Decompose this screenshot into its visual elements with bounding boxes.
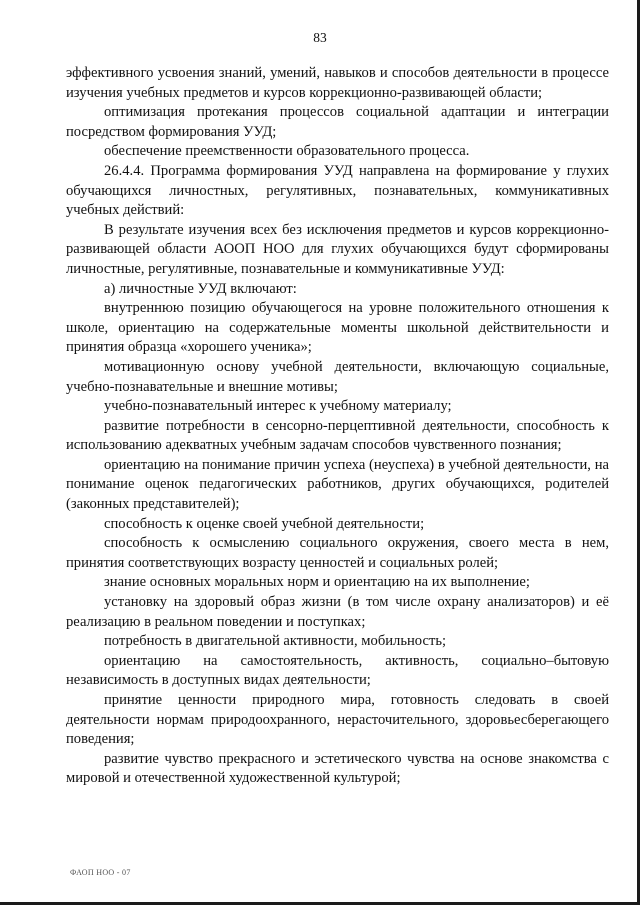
list-item: знание основных моральных норм и ориентацию на их выполнение; [104,574,530,591]
list-item: способность к оценке своей учебной деятельности; [104,515,425,532]
list-item: мотивационную основу учебной деятельности, включающую социальные, учебно-познавательные и внешние мотивы; [66,358,609,395]
body-text [66,64,609,789]
paragraph: В результате изучения всех без исключения предметов и курсов коррекционно-развивающей области АООП НОО для глухих обучающихся будут сформированы личностные, регулятивные, познавательные и коммуникативные УУД: [66,221,609,277]
list-item: установку на здоровый образ жизни (в том числе охрану анализаторов) и её реализацию в реальном поведении и поступках; [66,594,609,630]
list-item: внутреннюю позицию обучающегося на уровне положительного отношения к школе, ориентацию на содержательные моменты школьной действительности и принятия образца «хорошего ученика»; [66,300,609,356]
list-item: развитие потребности в сенсорно-перцептивной деятельности, способность к использованию адекватных учебным задачам способов чувственного познания; [66,417,609,454]
list-item: учебно-познавательный интерес к учебному материалу; [104,398,452,415]
paragraph: 26.4.4. Программа формирования УУД направлена на формирование у глухих обучающихся личностных, регулятивных, познавательных, коммуникативных учебных действий: [66,162,609,219]
list-item: потребность в двигательной активности, мобильность; [104,633,447,650]
list-heading: а) личностные УУД включают: [104,280,297,297]
paragraph: эффективного усвоения знаний, умений, навыков и способов деятельности в процессе изучения учебных предметов и курсов коррекционно-развивающей области; [66,65,609,101]
paragraph: оптимизация протекания процессов социальной адаптации и интеграции посредством формирования УУД; [66,104,609,140]
list-item: ориентацию на самостоятельность, активность, социально–бытовую независимость в доступных видах деятельности; [66,652,609,689]
list-item: принятие ценности природного мира, готовность следовать в своей деятельности нормам природоохранного, нерасточительного, здоровьесберегающего поведения; [66,692,609,748]
list-item: развитие чувство прекрасного и эстетического чувства на основе знакомства с мировой и отечественной художественной культурой; [66,750,609,787]
footer-stamp: ФАОП НОО - 07 [70,868,131,877]
page-number: 83 [313,30,327,45]
paragraph: обеспечение преемственности образовательного процесса. [104,143,470,160]
list-item: ориентацию на понимание причин успеха (неуспеха) в учебной деятельности, на понимание оценок педагогических работников, других обучающихся, родителей (законных представителей); [66,456,609,513]
list-item: способность к осмыслению социального окружения, своего места в нем, принятия соответствующих возрасту ценностей и социальных ролей; [66,535,609,571]
